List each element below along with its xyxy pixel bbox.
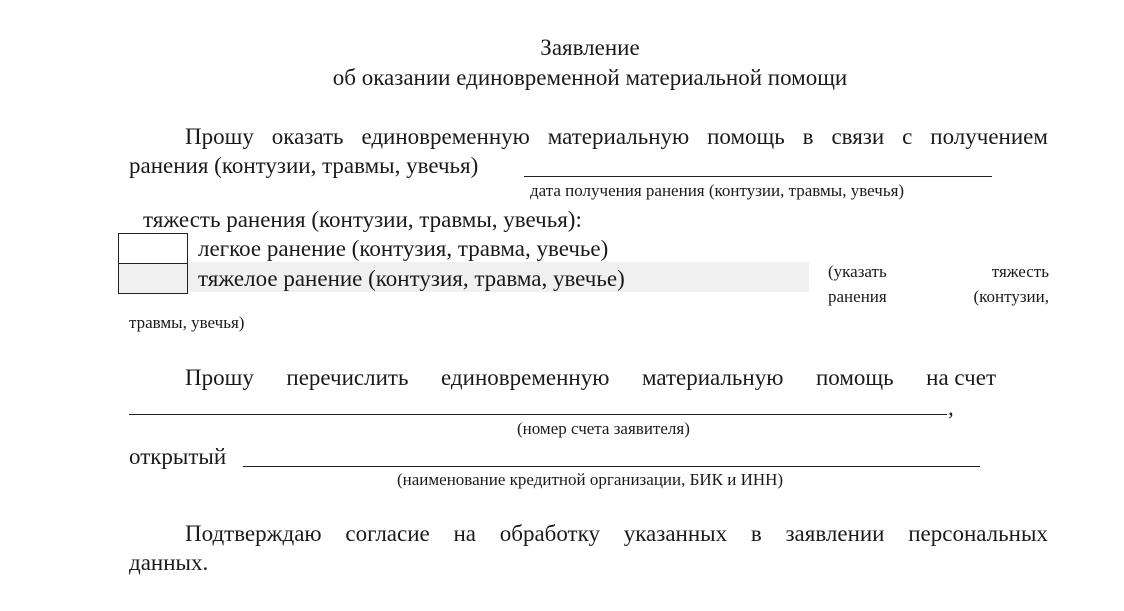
severity-note-line-1: [828, 262, 1049, 282]
note-word: (указать: [828, 262, 887, 281]
word: материальную: [641, 365, 784, 390]
opened-label: открытый: [129, 444, 227, 469]
paragraph-3-line-2: данных.: [129, 550, 209, 575]
injury-date-field[interactable]: [524, 176, 992, 177]
document-subtitle: об оказании единовременной материальной помощи: [332, 65, 848, 90]
word: получением: [930, 124, 1048, 149]
paragraph-3-line-1: [185, 520, 1048, 548]
heavy-injury-label: тяжелое ранение (контузия, травма, увечье): [198, 266, 625, 291]
account-caption: (номер счета заявителя): [517, 419, 690, 438]
paragraph-1-line-1: [185, 123, 1048, 151]
word: Прошу: [185, 365, 254, 390]
severity-note-line-3: травмы, увечья): [129, 313, 245, 332]
word: единовременную: [441, 365, 610, 390]
severity-heading: тяжесть ранения (контузии, травмы, увечья):: [143, 207, 582, 232]
account-number-field[interactable]: [129, 414, 947, 415]
word: с: [902, 124, 913, 149]
word: в: [750, 521, 762, 546]
word: персональных: [908, 521, 1048, 546]
note-word: (контузии,: [973, 287, 1049, 306]
light-injury-label: легкое ранение (контузия, травма, увечье): [198, 236, 609, 261]
bank-caption: (наименование кредитной организации, БИК и ИНН): [397, 470, 784, 489]
word: перечислить: [286, 365, 409, 390]
word: согласие: [345, 521, 430, 546]
word: обработку: [499, 521, 600, 546]
word: оказать: [271, 124, 344, 149]
word: на: [453, 521, 477, 546]
word: единовременную: [361, 124, 530, 149]
word: на счет: [926, 365, 996, 390]
heavy-injury-checkbox[interactable]: [118, 263, 188, 294]
document-title: Заявление: [540, 35, 640, 60]
word: Подтверждаю: [185, 521, 322, 546]
injury-date-caption: дата получения ранения (контузии, травмы, увечья): [530, 181, 905, 200]
word: помощь: [707, 124, 785, 149]
word: указанных: [623, 521, 728, 546]
account-comma: ,: [948, 395, 954, 420]
severity-note-line-2: [828, 287, 1049, 307]
paragraph-1-line-2: ранения (контузии, травмы, увечья): [129, 153, 479, 178]
bank-name-field[interactable]: [243, 466, 980, 467]
word: связи: [831, 124, 885, 149]
word: заявлении: [785, 521, 885, 546]
word: материальную: [547, 124, 690, 149]
light-injury-checkbox[interactable]: [118, 233, 188, 264]
note-word: тяжесть: [991, 262, 1049, 281]
word: помощь: [815, 365, 894, 390]
word: Прошу: [185, 124, 254, 149]
word: в: [802, 124, 814, 149]
note-word: ранения: [828, 287, 887, 306]
paragraph-2-line-1: [185, 364, 996, 392]
